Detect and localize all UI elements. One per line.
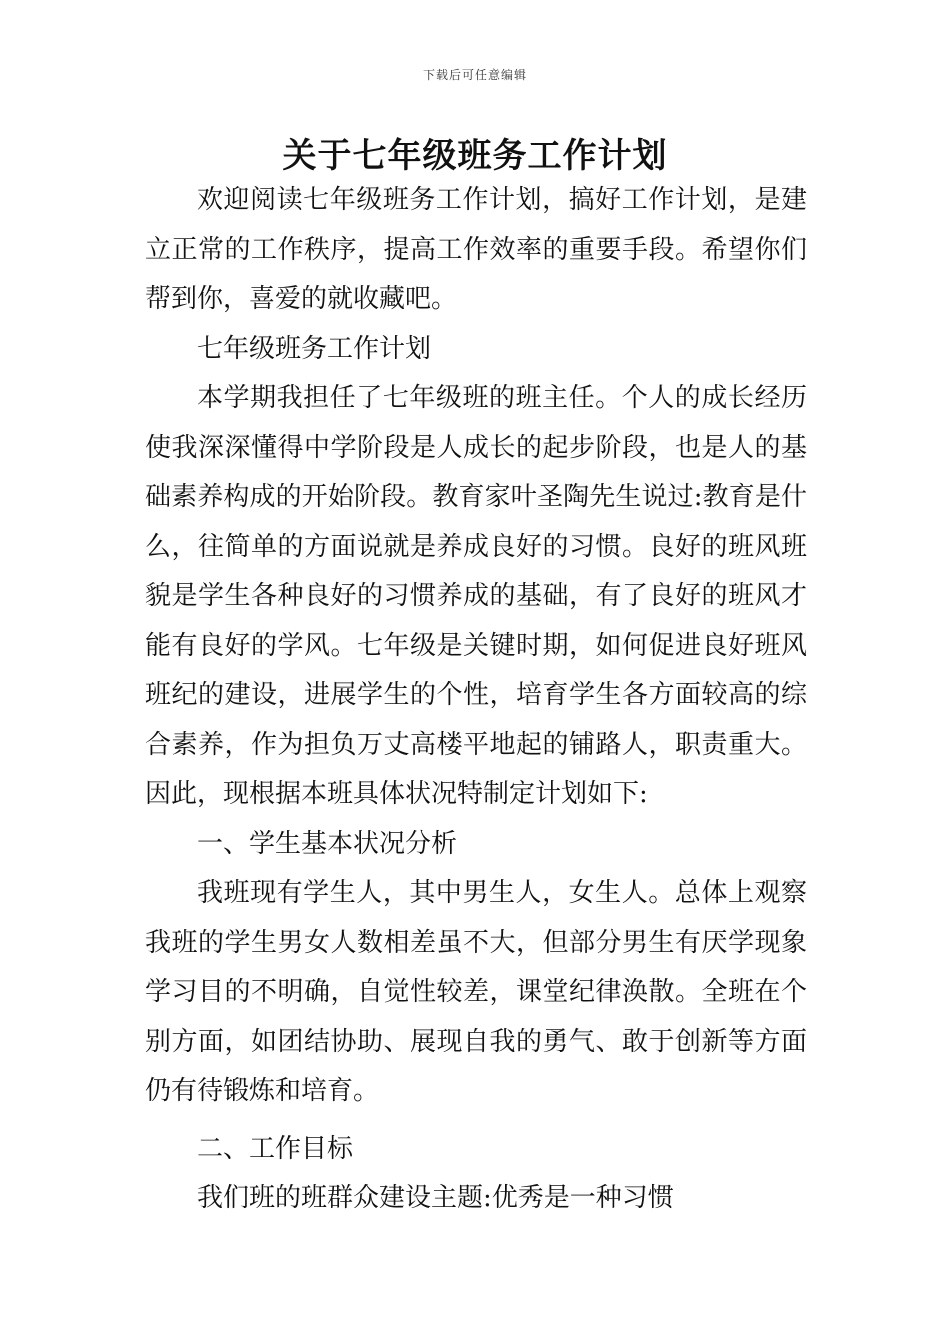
theme-paragraph: 我们班的班群众建设主题:优秀是一种习惯	[197, 1183, 674, 1213]
section-heading-2: 二、工作目标	[197, 1133, 354, 1164]
spacer	[145, 1117, 807, 1125]
student-analysis-paragraph: 我班现有学生人，其中男生人，女生人。总体上观察我班的学生男女人数相差虽不大，但部分男生有厌学现象学习目的不明确，自觉性较差，课堂纪律涣散。全班在个别方面，如团结协助、展现自我的勇气、敢于创新等方面仍有待锻炼和培育。	[145, 878, 807, 1106]
plan-subtitle: 七年级班务工作计划	[197, 333, 432, 364]
background-paragraph: 本学期我担任了七年级班的班主任。个人的成长经历使我深深懂得中学阶段是人成长的起步阶段，也是人的基础素养构成的开始阶段。教育家叶圣陶先生说过:教育是什么，往简单的方面说就是养成良好的习惯。良好的班风班貌是学生各种良好的习惯养成的基础，有了良好的班风才能有良好的学风。七年级是关键时期，如何促进良好班风班纪的建设，进展学生的个性，培育学生各方面较高的综合素养，作为担负万丈高楼平地起的铺路人，职责重大。因此，现根据本班具体状况特制定计划如下:	[145, 383, 807, 809]
section-heading-1: 一、学生基本状况分析	[197, 828, 458, 859]
header-note: 下载后可任意编辑	[422, 68, 527, 82]
document-body	[145, 176, 807, 1224]
document-title: 关于七年级班务工作计划	[282, 136, 668, 176]
intro-paragraph: 欢迎阅读七年级班务工作计划，搞好工作计划，是建立正常的工作秩序，提高工作效率的重要手段。希望你们帮到你，喜爱的就收藏吧。	[145, 185, 807, 314]
